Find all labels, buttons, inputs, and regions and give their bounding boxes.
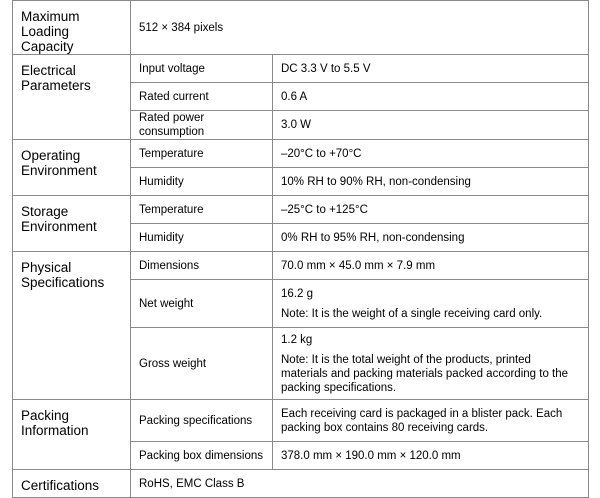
table-row bbox=[13, 400, 589, 442]
label-cell-rated-power: Rated power consumption bbox=[131, 111, 273, 140]
label-cell-storage-temperature: Temperature bbox=[131, 196, 273, 224]
value-cell-packing-specifications: Each receiving card is packaged in a blister pack. Each packing box contains 80 receiving cards. bbox=[273, 400, 589, 442]
label-cell-rated-current: Rated current bbox=[131, 83, 273, 111]
label-cell-input-voltage: Input voltage bbox=[131, 55, 273, 83]
value-cell-packing-box-dimensions: 378.0 mm × 190.0 mm × 120.0 mm bbox=[273, 442, 589, 470]
value-cell-dimensions: 70.0 mm × 45.0 mm × 7.9 mm bbox=[273, 252, 589, 280]
category-cell-physical-specifications: Physical Specifications bbox=[13, 252, 131, 400]
spec-table bbox=[12, 0, 589, 498]
value-cell-operating-humidity: 10% RH to 90% RH, non-condensing bbox=[273, 168, 589, 196]
table-row bbox=[13, 252, 589, 280]
label-cell-net-weight: Net weight bbox=[131, 280, 273, 328]
value-cell-operating-temperature: –20°C to +70°C bbox=[273, 140, 589, 168]
gross-weight-note: Note: It is the total weight of the products, printed materials and packing materials packed according to the packing specifications. bbox=[281, 353, 569, 394]
value-cell-storage-temperature: –25°C to +125°C bbox=[273, 196, 589, 224]
label-cell-packing-specifications: Packing specifications bbox=[131, 400, 273, 442]
category-cell-max-loading-capacity: Maximum Loading Capacity bbox=[13, 1, 131, 55]
table-row bbox=[13, 55, 589, 83]
category-cell-operating-environment: Operating Environment bbox=[13, 140, 131, 196]
label-cell-packing-box-dimensions: Packing box dimensions bbox=[131, 442, 273, 470]
value-cell-certifications: RoHS, EMC Class B bbox=[131, 470, 589, 498]
value-cell-net-weight bbox=[273, 280, 589, 328]
category-cell-electrical-parameters: Electrical Parameters bbox=[13, 55, 131, 140]
gross-weight-value: 1.2 kg bbox=[281, 333, 313, 346]
value-cell-storage-humidity: 0% RH to 95% RH, non-condensing bbox=[273, 224, 589, 252]
value-cell-gross-weight bbox=[273, 328, 589, 400]
table-row bbox=[13, 470, 589, 498]
table-row bbox=[13, 1, 589, 55]
value-cell-max-loading-capacity: 512 × 384 pixels bbox=[131, 1, 589, 55]
label-cell-dimensions: Dimensions bbox=[131, 252, 273, 280]
label-cell-storage-humidity: Humidity bbox=[131, 224, 273, 252]
label-cell-operating-temperature: Temperature bbox=[131, 140, 273, 168]
table-row bbox=[13, 140, 589, 168]
label-cell-gross-weight: Gross weight bbox=[131, 328, 273, 400]
category-cell-packing-information: Packing Information bbox=[13, 400, 131, 470]
net-weight-value: 16.2 g bbox=[281, 287, 313, 300]
category-cell-storage-environment: Storage Environment bbox=[13, 196, 131, 252]
table-row bbox=[13, 196, 589, 224]
net-weight-note: Note: It is the weight of a single receiving card only. bbox=[281, 307, 543, 320]
category-cell-certifications: Certifications bbox=[13, 470, 131, 498]
label-cell-operating-humidity: Humidity bbox=[131, 168, 273, 196]
value-cell-input-voltage: DC 3.3 V to 5.5 V bbox=[273, 55, 589, 83]
value-cell-rated-current: 0.6 A bbox=[273, 83, 589, 111]
value-cell-rated-power: 3.0 W bbox=[273, 111, 589, 140]
